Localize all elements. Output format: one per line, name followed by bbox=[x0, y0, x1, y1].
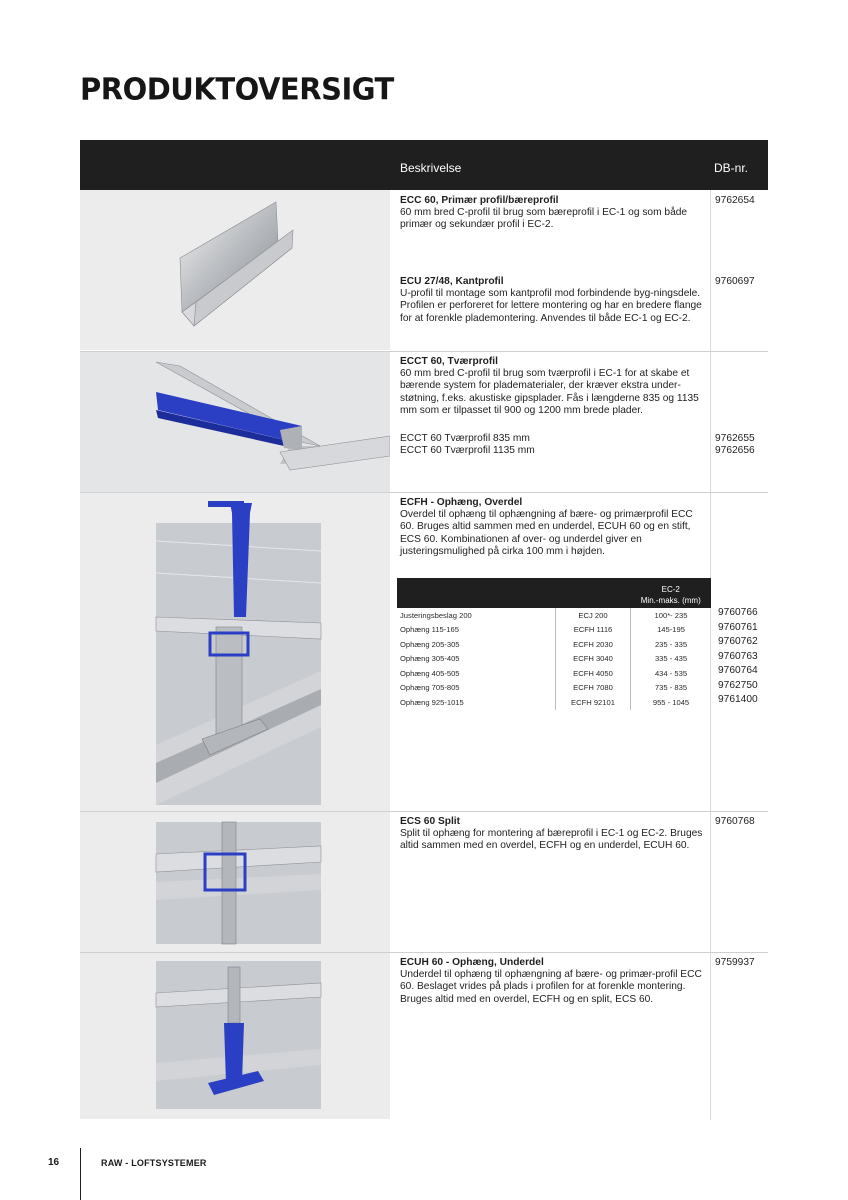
spec-range: 235 - 335 bbox=[654, 639, 688, 649]
spec-code: ECFH 7080 bbox=[556, 681, 631, 696]
product-description: U-profil til montage som kantprofil mod forbindende byg-ningsdele. Profilen er perforeret for lettere montering og har en bredere flange for at forenkle plademontering. Anvendes til både EC-1 og EC-2. bbox=[400, 288, 702, 324]
product-ecct-60 bbox=[400, 356, 705, 417]
product-description: Underdel til ophæng til ophængning af bære- og primær-profil ECC 60. Beslaget vrides på plads i profilen for at forenkle montering. Bruges altid med en overdel, ECFH og en split, ECS 60. bbox=[400, 969, 702, 1005]
ecct-variant-list bbox=[400, 433, 705, 457]
table-header bbox=[80, 140, 768, 190]
product-title: ECCT 60, Tværprofil bbox=[400, 356, 498, 367]
spec-name: Ophæng 115-165 bbox=[400, 625, 459, 635]
spec-name: Ophæng 405-505 bbox=[400, 668, 460, 678]
variant-label: ECCT 60 Tværprofil 835 mm bbox=[400, 433, 530, 444]
spec-header-minmax: Min.-maks. (mm) bbox=[640, 596, 701, 605]
db-number: 9760697 bbox=[715, 276, 755, 287]
product-ecuh-60 bbox=[400, 957, 705, 1006]
spec-range: 955 - 1045 bbox=[652, 697, 690, 707]
product-ecfh bbox=[400, 497, 705, 558]
db-number: 9760763 bbox=[718, 650, 758, 662]
table-row bbox=[397, 608, 711, 623]
db-number: 9760768 bbox=[715, 816, 755, 827]
db-number: 9762656 bbox=[715, 445, 755, 457]
db-number: 9760764 bbox=[718, 665, 758, 676]
ecfh-spec-table bbox=[397, 578, 711, 710]
spec-name: Ophæng 305-405 bbox=[400, 654, 460, 664]
spec-code: ECFH 3040 bbox=[556, 652, 631, 667]
spec-range: 735 - 835 bbox=[654, 683, 688, 693]
spec-code: ECFH 1116 bbox=[556, 623, 631, 638]
page-title: PRODUKTOVERSIGT bbox=[80, 71, 394, 107]
table-row bbox=[397, 695, 711, 710]
spec-range: 100*- 235 bbox=[654, 610, 688, 620]
footer-label: RAW - LOFTSYSTEMER bbox=[101, 1158, 207, 1168]
table-row bbox=[397, 652, 711, 667]
product-image-c-profile bbox=[80, 190, 390, 350]
table-row bbox=[397, 623, 711, 638]
db-number: 9762655 bbox=[715, 433, 755, 444]
db-number: 9762750 bbox=[718, 679, 758, 691]
db-number: 9760761 bbox=[718, 621, 758, 633]
db-number-column-header: DB-nr. bbox=[714, 161, 749, 175]
spec-name: Ophæng 925-1015 bbox=[400, 697, 464, 707]
product-ecc-60 bbox=[400, 195, 705, 232]
spec-code: ECJ 200 bbox=[556, 608, 631, 623]
ecct-db-list bbox=[715, 433, 755, 457]
product-title: ECFH - Ophæng, Overdel bbox=[400, 497, 523, 508]
variant-label: ECCT 60 Tværprofil 1135 mm bbox=[400, 445, 535, 457]
spec-code: ECFH 4050 bbox=[556, 666, 631, 681]
product-title: ECC 60, Primær profil/bæreprofil bbox=[400, 195, 559, 206]
spec-code: ECFH 92101 bbox=[556, 695, 631, 710]
db-number: 9760762 bbox=[718, 636, 758, 647]
table-row bbox=[397, 637, 711, 652]
page-number: 16 bbox=[48, 1157, 60, 1168]
product-description: 60 mm bred C-profil til brug som bæreprofil i EC-1 og som både primær og sekundær profil i EC-2. bbox=[400, 207, 688, 231]
product-description: Overdel til ophæng til ophængning af bære- og primærprofil ECC 60. Bruges altid sammen med en underdel, ECUH 60 og en stift, ECS 60. Kombinationen af over- og underdel giver en justeringsmulighed på cirka 100 mm i højden. bbox=[400, 509, 693, 557]
db-number: 9761400 bbox=[718, 694, 758, 705]
product-image-hanger-assembly bbox=[80, 493, 390, 811]
db-number: 9759937 bbox=[715, 957, 755, 968]
product-title: ECS 60 Split bbox=[400, 816, 461, 827]
product-ecs-60-split bbox=[400, 816, 705, 853]
spec-code: ECFH 2030 bbox=[556, 637, 631, 652]
spec-header-ec2: EC-2 bbox=[661, 585, 680, 594]
spec-header-blank bbox=[397, 578, 556, 608]
spec-range: 145-195 bbox=[657, 625, 685, 635]
description-column-header: Beskrivelse bbox=[400, 161, 462, 175]
spec-range: 434 - 535 bbox=[654, 668, 688, 678]
product-description: 60 mm bred C-profil til brug som tværprofil i EC-1 for at skabe et bærende system for pladematerialer, der kræver ekstra under-støtning, f.eks. akustiske gipsplader. Fås i længderne 835 og 1135 mm som er tilpasset til 900 og 1200 mm brede plader. bbox=[400, 368, 699, 416]
spec-name: Ophæng 705-805 bbox=[400, 683, 460, 693]
product-description: Split til ophæng for montering af bæreprofil i EC-1 og EC-2. Bruges altid sammen med en overdel, ECFH og en underdel, ECUH 60. bbox=[400, 828, 703, 852]
footer-divider bbox=[80, 1148, 81, 1200]
product-image-cross-profile bbox=[80, 352, 390, 492]
product-image-split bbox=[80, 812, 390, 952]
spec-header-blank bbox=[556, 578, 631, 608]
product-title: ECUH 60 - Ophæng, Underdel bbox=[400, 957, 544, 968]
spec-range: 335 - 435 bbox=[654, 654, 688, 664]
table-row bbox=[397, 666, 711, 681]
product-ecu-27-48 bbox=[400, 276, 705, 325]
table-row bbox=[397, 681, 711, 696]
product-image-lower-hanger bbox=[80, 953, 390, 1119]
spec-name: Justeringsbeslag 200 bbox=[400, 610, 472, 620]
spec-name: Ophæng 205-305 bbox=[400, 639, 460, 649]
db-number: 9760766 bbox=[718, 607, 758, 618]
ecfh-db-list bbox=[718, 606, 758, 708]
spec-table-header-row bbox=[397, 578, 711, 608]
product-title: ECU 27/48, Kantprofil bbox=[400, 276, 504, 287]
db-number: 9762654 bbox=[715, 195, 755, 206]
spec-header-range bbox=[631, 578, 712, 608]
